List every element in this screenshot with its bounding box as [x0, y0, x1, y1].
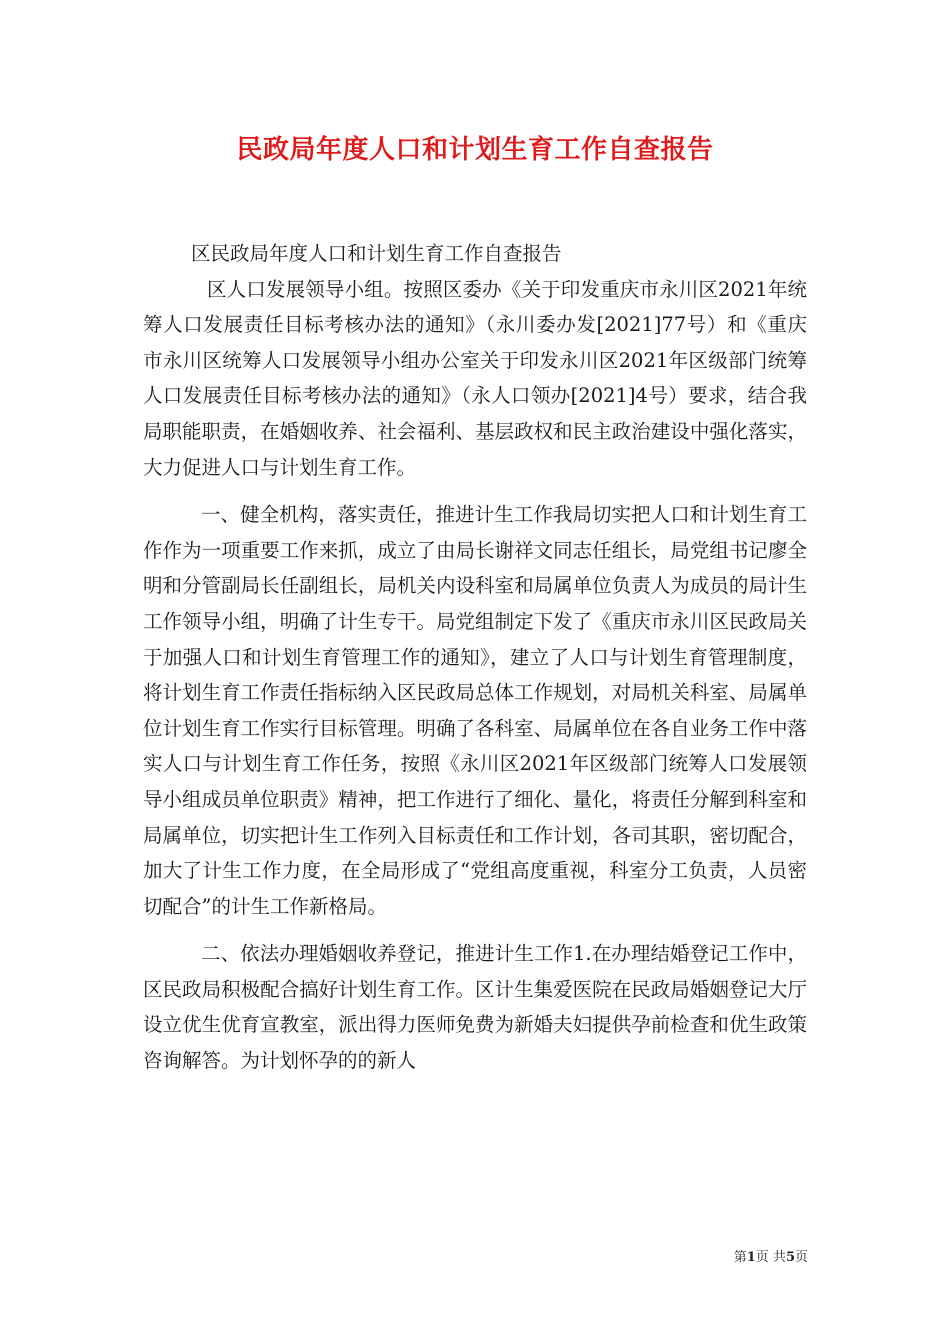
paragraph-section-1: 一、健全机构，落实责任，推进计生工作我局切实把人口和计划生育工作作为一项重要工作来抓，成立了由局长谢祥文同志任组长，局党组书记廖全明和分管副局长任副组长，局机关内设科室和局属单位负责人为成员的局计生工作领导小组，明确了计生专干。局党组制定下发了《重庆市永川区民政局关于加强人口和计划生育管理工作的通知》，建立了人口与计划生育管理制度，将计划生育工作责任指标纳入区民政局总体工作规划，对局机关科室、局属单位计划生育工作实行目标管理。明确了各科室、局属单位在各自业务工作中落实人口与计划生育工作任务，按照《永川区2021年区级部门统筹人口发展领导小组成员单位职责》精神，把工作进行了细化、量化，将责任分解到科室和局属单位，切实把计生工作列入目标责任和工作计划，各司其职，密切配合，加大了计生工作力度，在全局形成了“党组高度重视，科室分工负责，人员密切配合”的计生工作新格局。	[143, 503, 807, 918]
paragraph-intro: 区人口发展领导小组。按照区委办《关于印发重庆市永川区2021年统筹人口发展责任目标考核办法的通知》（永川委办发[2021]77号）和《重庆市永川区统筹人口发展领导小组办公室关于印发永川区2021年区级部门统筹人口发展责任目标考核办法的通知》（永人口领办[2021]4号）要求，结合我局职能职责，在婚姻收养、社会福利、基层政权和民主政治建设中强化落实，大力促进人口与计划生育工作。	[143, 277, 807, 479]
document-title: 民政局年度人口和计划生育工作自查报告	[236, 135, 714, 165]
page-footer	[0, 1246, 808, 1265]
footer-suffix: 页	[794, 1250, 808, 1265]
footer-total-pages: 5	[785, 1250, 795, 1265]
footer-prefix: 第	[733, 1250, 747, 1265]
footer-middle: 页 共	[755, 1250, 786, 1265]
footer-current-page: 1	[746, 1250, 756, 1265]
document-body	[143, 236, 807, 1079]
paragraph-section-2: 二、依法办理婚姻收养登记，推进计生工作1.在办理结婚登记工作中，区民政局积极配合搞好计划生育工作。区计生集爱医院在民政局婚姻登记大厅设立优生优育宣教室，派出得力医师免费为新婚夫妇提供孕前检查和优生政策咨询解答。为计划怀孕的的新人	[143, 942, 807, 1073]
document-subtitle: 区民政局年度人口和计划生育工作自查报告	[191, 242, 562, 265]
